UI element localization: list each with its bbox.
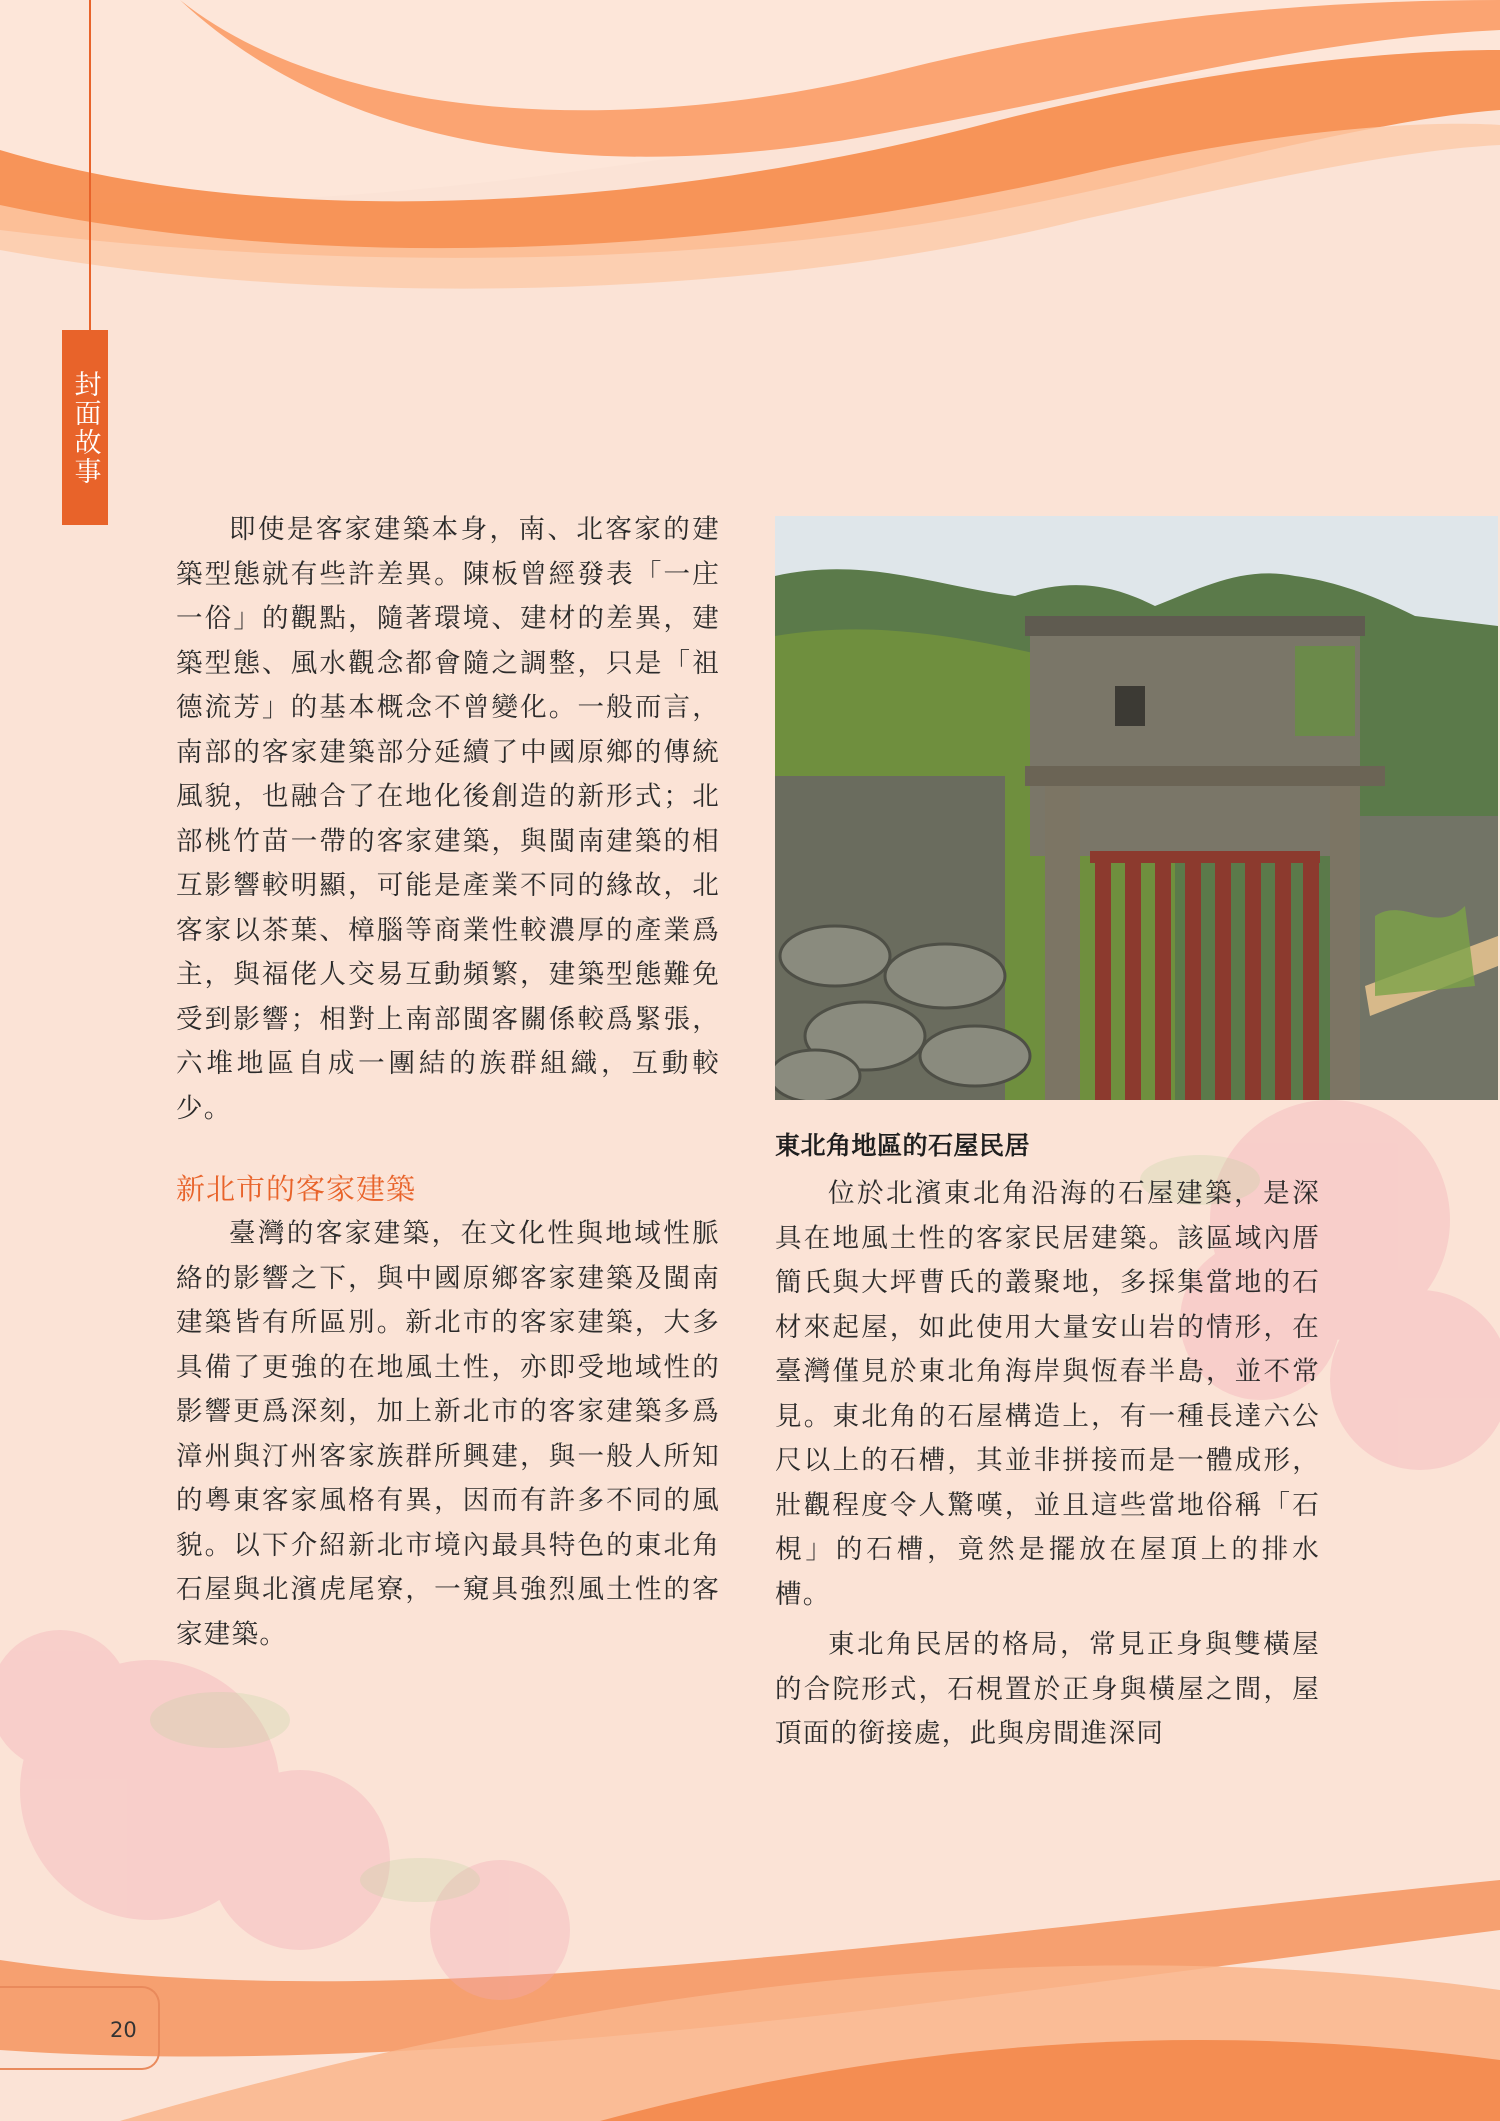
right-column <box>775 1172 1320 1757</box>
layout-paragraph: 東北角民居的格局，常見正身與雙橫屋的合院形式，石梘置於正身與橫屋之間，屋頂面的銜接處，此與房間進深同 <box>775 1629 1320 1749</box>
intro-paragraph: 即使是客家建築本身，南、北客家的建築型態就有些許差異。陳板曾經發表「一庄一俗」的觀點，隨著環境、建材的差異，建築型態、風水觀念都會隨之調整，只是「祖德流芳」的基本概念不曾變化。一般而言，南部的客家建築部分延續了中國原鄉的傳統風貌，也融合了在地化後創造的新形式；北部桃竹苗一帶的客家建築，與閩南建築的相互影響較明顯，可能是產業不同的緣故，北客家以茶葉、樟腦等商業性較濃厚的產業爲主，與福佬人交易互動頻繁，建築型態難免受到影響；相對上南部閩客關係較爲緊張，六堆地區自成一團結的族群組織，互動較少。 <box>176 514 720 1124</box>
stone-house-paragraph: 位於北濱東北角沿海的石屋建築，是深具在地風土性的客家民居建築。該區域內厝簡氏與大坪曹氏的叢聚地，多採集當地的石材來起屋，如此使用大量安山岩的情形，在臺灣僅見於東北角海岸與恆春半島，並不常見。東北角的石屋構造上，有一種長達六公尺以上的石槽，其並非拼接而是一體成形，壯觀程度令人驚嘆，並且這些當地俗稱「石梘」的石槽，竟然是擺放在屋頂上的排水槽。 <box>775 1178 1320 1610</box>
left-column <box>176 508 720 1657</box>
section-tag: 封面故事 <box>62 330 108 525</box>
tag-hanging-line <box>89 0 91 330</box>
new-taipei-paragraph: 臺灣的客家建築，在文化性與地域性脈絡的影響之下，與中國原鄉客家建築及閩南建築皆有所區別。新北市的客家建築，大多具備了更強的在地風土性，亦即受地域性的影響更爲深刻，加上新北市的客家建築多爲漳州與汀州客家族群所興建，與一般人所知的粵東客家風格有異，因而有許多不同的風貌。以下介紹新北市境內最具特色的東北角石屋與北濱虎尾寮，一窺具強烈風土性的客家建築。 <box>176 1218 720 1650</box>
page-number: 20 <box>110 2018 137 2042</box>
section-heading: 新北市的客家建築 <box>176 1172 417 1206</box>
stone-house-photo <box>775 516 1498 1100</box>
photo-caption: 東北角地區的石屋民居 <box>775 1131 1031 1160</box>
